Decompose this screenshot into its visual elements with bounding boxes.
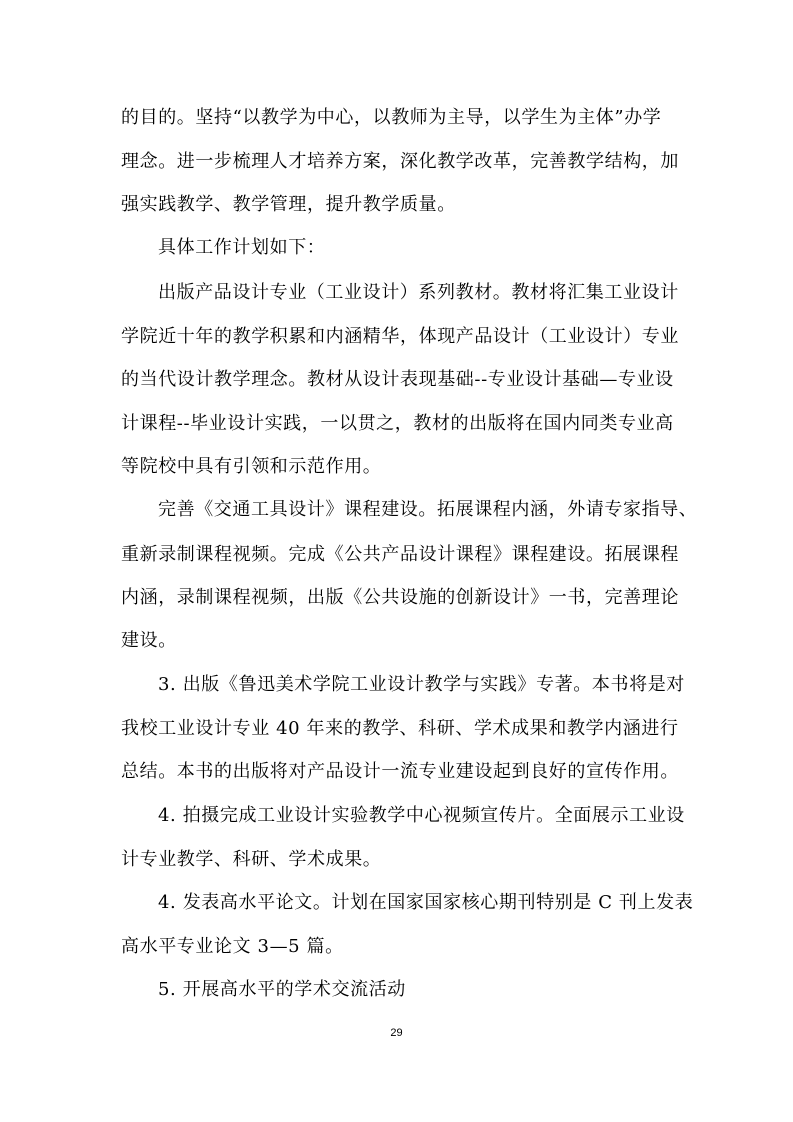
text-line: 完善《交通工具设计》课程建设。拓展课程内涵，外请专家指导、 — [158, 499, 698, 520]
text-line: 的目的。坚持“以教学为中心，以教师为主导，以学生为主体”办学 — [121, 107, 662, 128]
text-line: 计课程--毕业设计实践，一以贯之，教材的出版将在国内同类专业高 — [121, 413, 674, 434]
text-line: 内涵，录制课程视频，出版《公共设施的创新设计》一书，完善理论 — [121, 587, 679, 608]
text-line: 理念。进一步梳理人才培养方案，深化教学改革，完善教学结构，加 — [121, 151, 679, 172]
text-line: 总结。本书的出版将对产品设计一流专业建设起到良好的宣传作用。 — [121, 761, 679, 782]
text-line: 建设。 — [121, 630, 177, 651]
text-line: 重新录制课程视频。完成《公共产品设计课程》课程建设。拓展课程 — [121, 544, 679, 565]
text-line: 出版产品设计专业（工业设计）系列教材。教材将汇集工业设计 — [158, 282, 679, 303]
page-number: 29 — [390, 1027, 403, 1039]
text-line: 5. 开展高水平的学术交流活动 — [158, 979, 406, 1000]
text-line: 我校工业设计专业 40 年来的教学、科研、学术成果和教学内涵进行 — [121, 718, 679, 739]
text-line: 4. 拍摄完成工业设计实验教学中心视频宣传片。全面展示工业设 — [158, 805, 685, 826]
text-line: 学院近十年的教学积累和内涵精华，体现产品设计（工业设计）专业 — [121, 326, 679, 347]
text-line: 强实践教学、教学管理，提升教学质量。 — [121, 194, 456, 215]
text-line: 4. 发表高水平论文。计划在国家国家核心期刊特别是 C 刊上发表 — [158, 892, 694, 913]
text-line: 计专业教学、科研、学术成果。 — [121, 849, 382, 870]
text-line: 的当代设计教学理念。教材从设计表现基础--专业设计基础—专业设 — [121, 369, 674, 390]
text-line: 等院校中具有引领和示范作用。 — [121, 456, 382, 477]
text-line: 3. 出版《鲁迅美术学院工业设计教学与实践》专著。本书将是对 — [158, 674, 685, 695]
text-line: 具体工作计划如下： — [158, 237, 326, 258]
text-line: 高水平专业论文 3—5 篇。 — [121, 936, 344, 957]
